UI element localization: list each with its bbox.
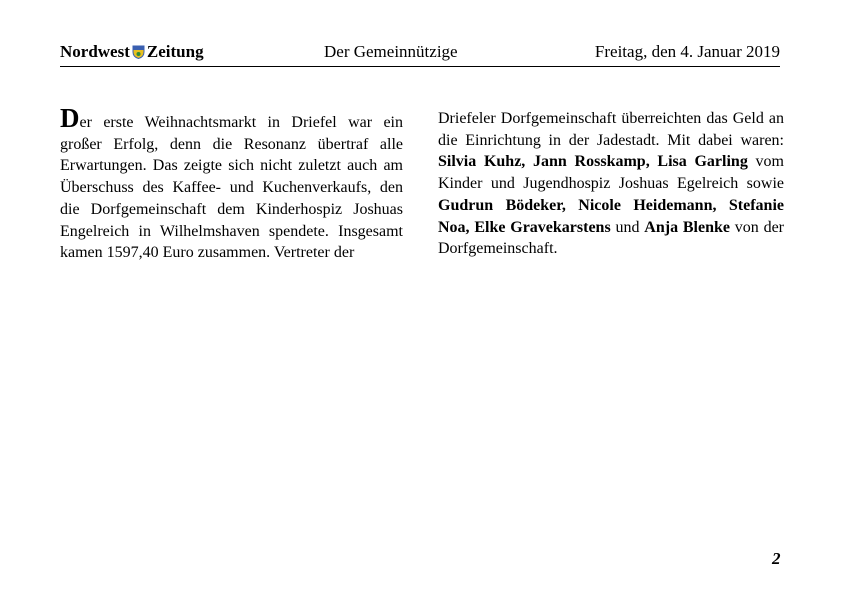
brand-name-part1: Nordwest xyxy=(60,42,130,61)
article-column-right xyxy=(438,108,784,260)
article-text-right-4: von der Dorfgemeinschaft. xyxy=(438,218,784,258)
page-number: 2 xyxy=(772,549,781,568)
article-text-right-2: vom Kinder und Jugendhospiz Joshuas Egelreich sowie xyxy=(438,153,784,193)
newspaper-brand xyxy=(60,42,204,62)
names-hospiz-staff: Silvia Kuhz, Jann Rosskamp, Lisa Garling xyxy=(438,153,748,171)
issue-date: Freitag, den 4. Januar 2019 xyxy=(594,42,780,61)
drop-cap: D xyxy=(60,103,80,133)
brand-name-part2: Zeitung xyxy=(146,42,204,61)
article-column-left xyxy=(60,103,403,264)
coat-of-arms-icon xyxy=(132,45,145,59)
article-text-right-3: und xyxy=(610,218,645,236)
name-anja-blenke: Anja Blenke xyxy=(644,218,730,236)
names-community-members: Gudrun Bödeker, Nicole Heidemann, Stefanie Noa, Elke Gravekarstens xyxy=(438,196,784,236)
article-text-left: er erste Weihnachtsmarkt in Driefel war ein großer Erfolg, denn die Resonanz übertraf alle Erwartungen. Das zeigte sich nicht zuletzt auch am Überschuss des Kaffee- und Kuchenverkaufs, den die Dorfgemeinschaft dem Kinderhospiz Joshuas Engelreich in Wilhelmshaven spendete. Insgesamt kamen 1597,40 Euro zusammen. Vertreter der xyxy=(60,114,403,262)
article-text-right-1: Driefeler Dorfgemeinschaft überreichten das Geld an die Einrichtung in der Jadestadt. Mit dabei waren: xyxy=(438,110,784,149)
section-title: Der Gemeinnützige xyxy=(324,42,458,61)
page-header xyxy=(60,42,780,67)
